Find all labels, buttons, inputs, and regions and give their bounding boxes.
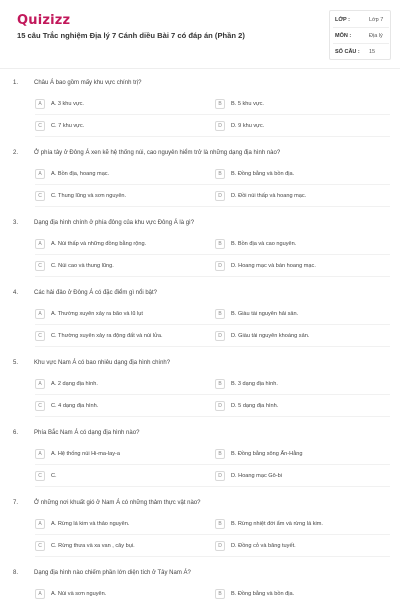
question-number: 8. bbox=[13, 570, 19, 576]
option-text: B. Đồng bằng và bồn địa. bbox=[231, 171, 295, 177]
option-divider bbox=[35, 486, 390, 487]
option-letter-badge: A bbox=[35, 379, 45, 389]
option-text: A. Rừng lá kim và thảo nguyên. bbox=[51, 521, 130, 527]
question-item bbox=[0, 74, 400, 144]
option-text: B. Đồng bằng và bồn địa. bbox=[231, 591, 295, 597]
meta-class-value: Lớp 7 bbox=[369, 17, 384, 23]
question-number: 7. bbox=[13, 500, 19, 506]
option-letter-badge: B bbox=[215, 239, 225, 249]
option-text: C. Núi cao và thung lũng. bbox=[51, 263, 114, 269]
quiz-meta-box bbox=[329, 10, 391, 60]
option-divider bbox=[35, 324, 390, 325]
meta-divider bbox=[333, 27, 389, 28]
meta-subject-label: MÔN : bbox=[335, 33, 352, 39]
option-letter-badge: D bbox=[215, 191, 225, 201]
option-letter-badge: D bbox=[215, 401, 225, 411]
option-text: C. bbox=[51, 473, 57, 479]
option-letter-badge: B bbox=[215, 379, 225, 389]
option-text: D. Đồng cỏ và băng tuyết. bbox=[231, 543, 296, 549]
meta-class-label: LỚP : bbox=[335, 17, 350, 23]
option-text: A. 3 khu vực. bbox=[51, 101, 84, 107]
question-item bbox=[0, 564, 400, 600]
question-item bbox=[0, 144, 400, 214]
option-letter-badge: C bbox=[35, 541, 45, 551]
option-letter-badge: D bbox=[215, 331, 225, 341]
option-text: D. Hoang mạc Gô-bi bbox=[231, 473, 282, 479]
option-letter-badge: A bbox=[35, 99, 45, 109]
question-text: Phía Bắc Nam Á có dạng địa hình nào? bbox=[34, 430, 140, 436]
option-divider bbox=[35, 114, 390, 115]
meta-subject bbox=[335, 30, 390, 42]
option-letter-badge: B bbox=[215, 589, 225, 599]
option-letter-badge: D bbox=[215, 121, 225, 131]
option-text: B. 3 dạng địa hình. bbox=[231, 381, 278, 387]
option-divider bbox=[35, 556, 390, 557]
question-text: Ở phía tây ở Đông Á xen kẽ hệ thống núi, cao nguyên hiểm trở là những dạng địa hình nào? bbox=[34, 150, 281, 156]
option-divider bbox=[35, 464, 390, 465]
question-text: Khu vực Nam Á có bao nhiêu dạng địa hình chính? bbox=[34, 360, 171, 366]
meta-class bbox=[335, 14, 390, 26]
option-text: D. Giàu tài nguyên khoáng sản. bbox=[231, 333, 310, 339]
option-letter-badge: A bbox=[35, 519, 45, 529]
option-text: D. 5 dạng địa hình. bbox=[231, 403, 279, 409]
option-letter-badge: B bbox=[215, 99, 225, 109]
question-number: 5. bbox=[13, 360, 19, 366]
option-text: B. Bồn địa và cao nguyên. bbox=[231, 241, 297, 247]
option-divider bbox=[35, 416, 390, 417]
option-text: A. Núi thấp và những đồng bằng rộng. bbox=[51, 241, 147, 247]
question-item bbox=[0, 424, 400, 494]
question-number: 6. bbox=[13, 430, 19, 436]
option-text: C. Thung lũng và sơn nguyên. bbox=[51, 193, 127, 199]
option-letter-badge: C bbox=[35, 261, 45, 271]
option-letter-badge: A bbox=[35, 309, 45, 319]
question-text: Các hải đảo ở Đông Á có đặc điểm gì nổi bật? bbox=[34, 290, 158, 296]
option-text: B. 5 khu vực. bbox=[231, 101, 264, 107]
option-divider bbox=[35, 346, 390, 347]
option-divider bbox=[35, 276, 390, 277]
question-item bbox=[0, 354, 400, 424]
option-text: C. 4 dạng địa hình. bbox=[51, 403, 99, 409]
question-number: 4. bbox=[13, 290, 19, 296]
option-text: B. Rừng nhiệt đới ẩm và rừng lá kim. bbox=[231, 521, 323, 527]
option-divider bbox=[35, 394, 390, 395]
option-letter-badge: A bbox=[35, 169, 45, 179]
option-text: A. Núi và sơn nguyên. bbox=[51, 591, 107, 597]
option-text: B. Đồng bằng sông Ấn-Hằng bbox=[231, 451, 303, 457]
option-text: A. 2 dạng địa hình. bbox=[51, 381, 98, 387]
question-text: Dạng địa hình nào chiếm phần lớn diện tích ở Tây Nam Á? bbox=[34, 570, 191, 576]
option-text: C. 7 khu vực. bbox=[51, 123, 85, 129]
option-letter-badge: C bbox=[35, 191, 45, 201]
option-letter-badge: C bbox=[35, 331, 45, 341]
question-text: Dạng địa hình chính ở phía đông của khu vực Đông Á là gì? bbox=[34, 220, 195, 226]
option-text: C. Thường xuyên xảy ra động đất và núi lửa. bbox=[51, 333, 163, 339]
option-divider bbox=[35, 534, 390, 535]
question-number: 3. bbox=[13, 220, 19, 226]
option-text: A. Bồn địa, hoang mạc. bbox=[51, 171, 110, 177]
header-divider bbox=[0, 68, 400, 69]
option-letter-badge: A bbox=[35, 449, 45, 459]
option-text: D. Đồi núi thấp và hoang mạc. bbox=[231, 193, 307, 199]
option-divider bbox=[35, 254, 390, 255]
question-text: Châu Á bao gồm mấy khu vực chính trị? bbox=[34, 80, 142, 86]
question-number: 1. bbox=[13, 80, 19, 86]
option-letter-badge: C bbox=[35, 401, 45, 411]
meta-question-count bbox=[335, 46, 390, 58]
meta-subject-value: Địa lý bbox=[369, 33, 383, 39]
quizizz-logo: Quizizz bbox=[17, 13, 71, 28]
option-text: D. 9 khu vực. bbox=[231, 123, 265, 129]
option-text: A. Hệ thống núi Hi-ma-lay-a bbox=[51, 451, 121, 457]
option-letter-badge: D bbox=[215, 471, 225, 481]
question-item bbox=[0, 214, 400, 284]
page-title: 15 câu Trắc nghiệm Địa lý 7 Cánh diều Bài 7 có đáp án (Phần 2) bbox=[17, 31, 245, 40]
option-text: D. Hoang mạc và bán hoang mạc. bbox=[231, 263, 316, 269]
option-letter-badge: C bbox=[35, 471, 45, 481]
meta-divider bbox=[333, 43, 389, 44]
question-item bbox=[0, 284, 400, 354]
option-text: C. Rừng thưa và xa van , cây bụi. bbox=[51, 543, 135, 549]
question-item bbox=[0, 494, 400, 564]
option-divider bbox=[35, 136, 390, 137]
option-divider bbox=[35, 184, 390, 185]
option-text: B. Giàu tài nguyên hải sản. bbox=[231, 311, 299, 317]
option-letter-badge: B bbox=[215, 519, 225, 529]
option-letter-badge: A bbox=[35, 239, 45, 249]
option-letter-badge: B bbox=[215, 449, 225, 459]
option-letter-badge: B bbox=[215, 309, 225, 319]
question-list bbox=[0, 74, 400, 600]
option-letter-badge: D bbox=[215, 541, 225, 551]
option-letter-badge: D bbox=[215, 261, 225, 271]
option-letter-badge: A bbox=[35, 589, 45, 599]
meta-count-label: SỐ CÂU : bbox=[335, 49, 360, 55]
quiz-header bbox=[0, 0, 400, 65]
question-number: 2. bbox=[13, 150, 19, 156]
meta-count-value: 15 bbox=[369, 49, 376, 55]
question-text: Ở những nơi khuất gió ở Nam Á có những thảm thực vật nào? bbox=[34, 500, 201, 506]
option-letter-badge: B bbox=[215, 169, 225, 179]
option-letter-badge: C bbox=[35, 121, 45, 131]
option-divider bbox=[35, 206, 390, 207]
option-text: A. Thường xuyên xảy ra bão và lũ lụt bbox=[51, 311, 143, 317]
